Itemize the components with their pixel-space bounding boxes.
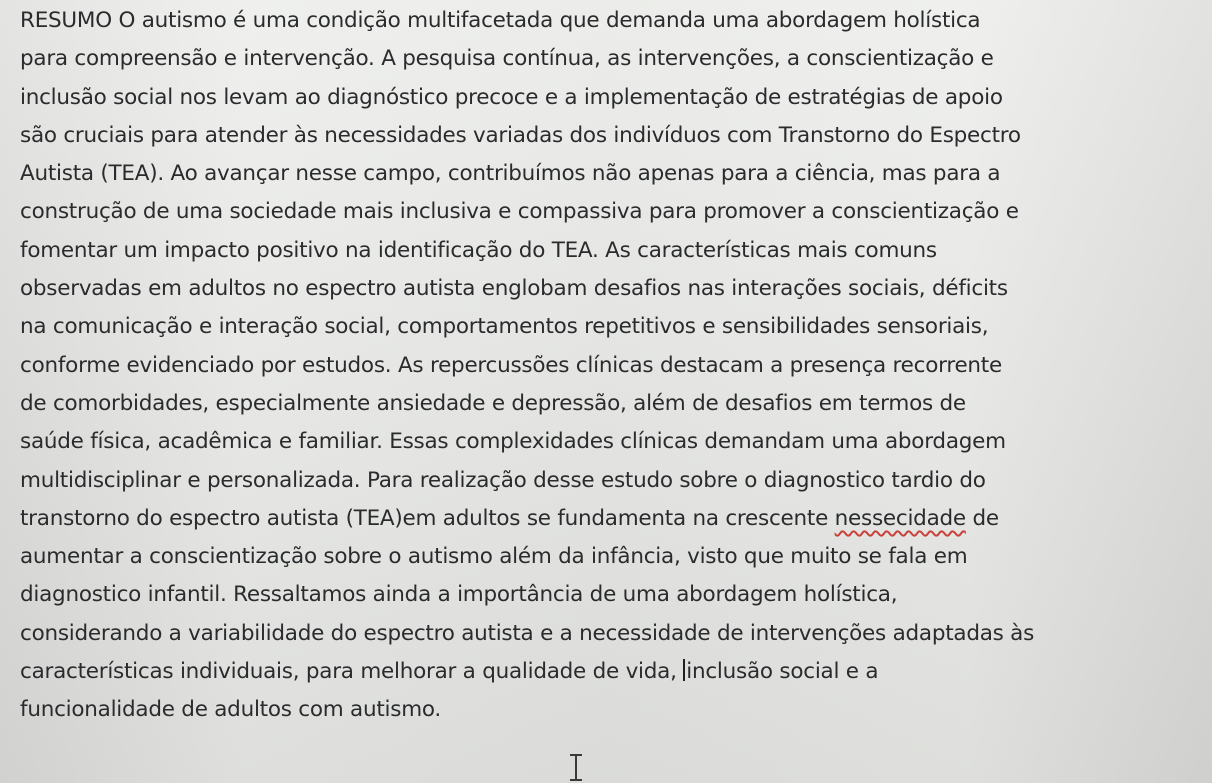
text-line: [20, 500, 1206, 538]
text-line: inclusão social nos levam ao diagnóstico precoce e a implementação de estratégias de apoio: [20, 84, 1003, 110]
text-line: funcionalidade de adultos com autismo.: [20, 697, 442, 723]
text-line: fomentar um impacto positivo na identificação do TEA. As características mais comuns: [20, 237, 937, 263]
document-body[interactable]: [20, 2, 1206, 730]
i-beam-cap-bottom: [570, 779, 582, 781]
text-segment: inclusão social e a: [686, 659, 879, 685]
text-line: são cruciais para atender às necessidades variadas dos indivíduos com Transtorno do Espectro: [20, 122, 1021, 148]
text-segment: transtorno do espectro autista (TEA)em adultos se fundamenta na crescente: [20, 505, 835, 531]
text-line: RESUMO O autismo é uma condição multifacetada que demanda uma abordagem holística: [20, 8, 981, 33]
text-line: aumentar a conscientização sobre o autismo além da infância, visto que muito se fala em: [20, 544, 968, 570]
text-segment: características individuais, para melhorar a qualidade de vida,: [20, 659, 684, 685]
text-line: na comunicação e interação social, comportamentos repetitivos e sensibilidades sensoriais,: [20, 314, 989, 340]
text-line: Autista (TEA). Ao avançar nesse campo, contribuímos não apenas para a ciência, mas para a: [20, 161, 1001, 187]
text-line: multidisciplinar e personalizada. Para realização desse estudo sobre o diagnostico tardio do: [20, 467, 986, 493]
text-segment: de: [965, 505, 999, 531]
text-line: diagnostico infantil. Ressaltamos ainda a importância de uma abordagem holística,: [20, 582, 898, 608]
text-line: observadas em adultos no espectro autista englobam desafios nas interações sociais, déficits: [20, 276, 1008, 302]
misspelled-word[interactable]: nessecidade: [834, 505, 966, 531]
text-line: conforme evidenciado por estudos. As repercussões clínicas destacam a presença recorrente: [20, 352, 1002, 378]
i-beam-cursor-icon: [569, 753, 583, 783]
text-line: considerando a variabilidade do espectro autista e a necessidade de intervenções adaptadas às: [20, 620, 1035, 646]
i-beam-stem: [575, 755, 577, 779]
text-caret-icon: [683, 659, 685, 681]
text-line: para compreensão e intervenção. A pesquisa contínua, as intervenções, a conscientização e: [20, 46, 994, 72]
text-line: construção de uma sociedade mais inclusiva e compassiva para promover a conscientização e: [20, 199, 1019, 225]
text-line: [20, 653, 1206, 691]
text-line: de comorbidades, especialmente ansiedade e depressão, além de desafios em termos de: [20, 390, 966, 416]
text-line: saúde física, acadêmica e familiar. Essas complexidades clínicas demandam uma abordagem: [20, 429, 1006, 455]
